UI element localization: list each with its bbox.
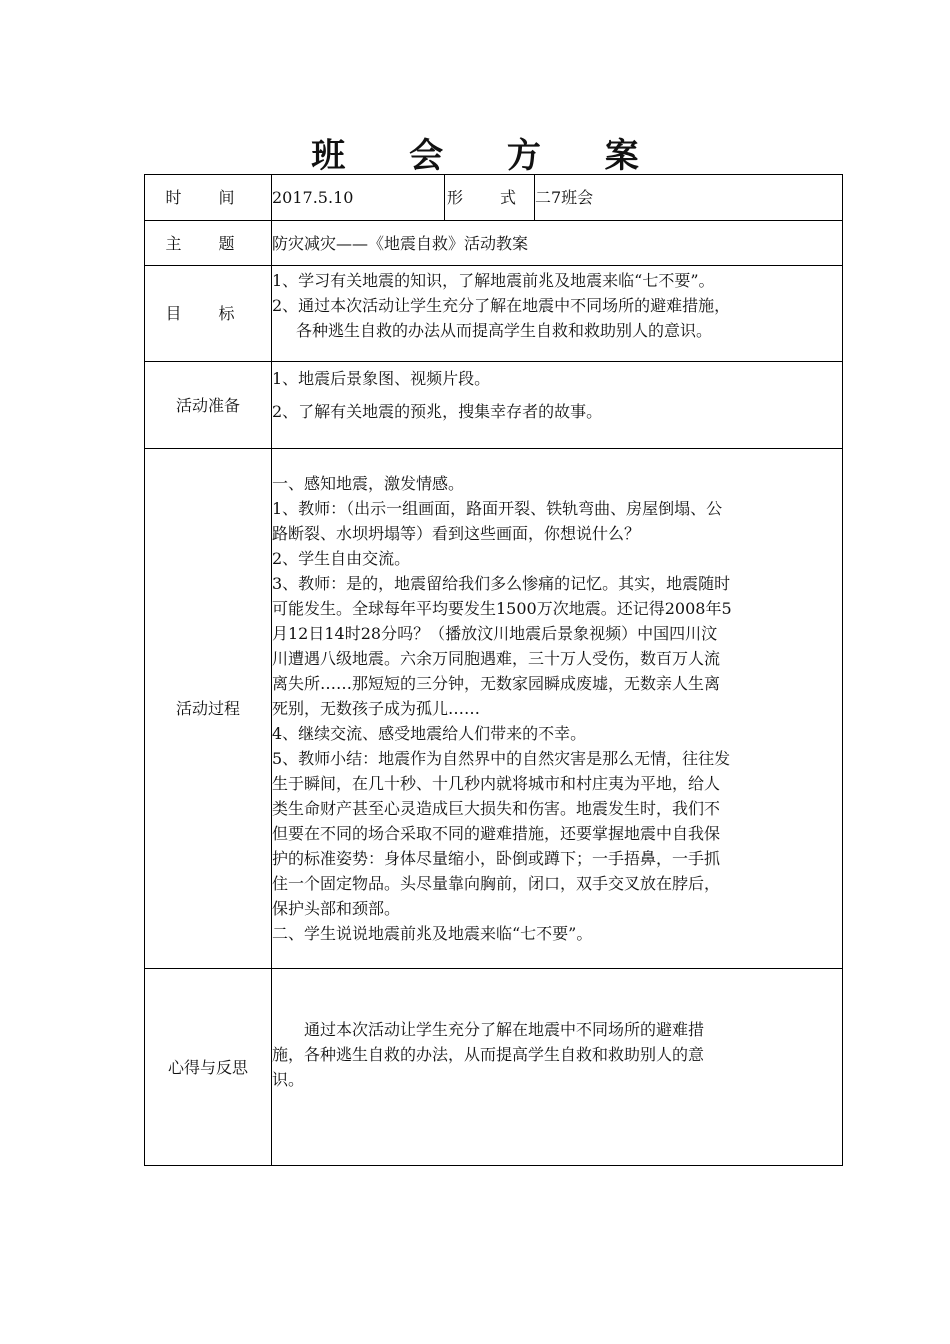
goal-line: 2、通过本次活动让学生充分了解在地震中不同场所的避难措施， [272, 296, 731, 315]
process-line: 离失所……那短短的三分钟，无数家园瞬成废墟，无数亲人生离 [272, 674, 721, 693]
form-value: 二7班会 [535, 175, 843, 221]
reflection-label: 心得与反思 [145, 969, 272, 1166]
goal-line: 1、学习有关地震的知识，了解地震前兆及地震来临“七不要”。 [272, 271, 715, 290]
form-label: 形 式 [445, 175, 535, 221]
prep-content [272, 362, 843, 449]
goal-line: 各种逃生自救的办法从而提高学生自救和救助别人的意识。 [296, 321, 713, 340]
process-line: 3、教师：是的，地震留给我们多么惨痛的记忆。其实，地震随时 [272, 574, 731, 593]
process-line: 4、继续交流、感受地震给人们带来的不幸。 [272, 724, 587, 743]
row-reflection [145, 969, 843, 1166]
process-line: 类生命财产甚至心灵造成巨大损失和伤害。地震发生时，我们不 [272, 799, 721, 818]
process-line: 1、教师：（出示一组画面，路面开裂、铁轨弯曲、房屋倒塌、公 [272, 499, 723, 518]
row-subject [145, 221, 843, 266]
process-line: 生于瞬间，在几十秒、十几秒内就将城市和村庄夷为平地，给人 [272, 774, 721, 793]
process-line: 路断裂、水坝坍塌等）看到这些画面，你想说什么？ [272, 524, 641, 543]
process-line: 保护头部和颈部。 [272, 899, 401, 918]
goal-content [272, 266, 843, 362]
process-line: 但要在不同的场合采取不同的避难措施，还要掌握地震中自我保 [272, 824, 721, 843]
reflection-line: 施，各种逃生自救的办法，从而提高学生自救和救助别人的意 [272, 1045, 705, 1064]
prep-label: 活动准备 [145, 362, 272, 449]
process-label: 活动过程 [145, 449, 272, 969]
subject-label: 主 题 [145, 221, 272, 266]
prep-line: 1、地震后景象图、视频片段。 [272, 369, 491, 388]
process-line: 一、感知地震，激发情感。 [272, 474, 465, 493]
prep-line: 2、了解有关地震的预兆，搜集幸存者的故事。 [272, 402, 603, 421]
process-line: 月12日14时28分吗？（播放汶川地震后景象视频）中国四川汶 [272, 624, 718, 643]
row-process [145, 449, 843, 969]
process-line: 二、学生说说地震前兆及地震来临“七不要”。 [272, 924, 593, 943]
process-line: 川遭遇八级地震。六余万同胞遇难，三十万人受伤，数百万人流 [272, 649, 721, 668]
process-line: 2、学生自由交流。 [272, 549, 411, 568]
time-label: 时 间 [145, 175, 272, 221]
process-line: 5、教师小结：地震作为自然界中的自然灾害是那么无情，往往发 [272, 749, 731, 768]
reflection-line: 通过本次活动让学生充分了解在地震中不同场所的避难措 [304, 1020, 705, 1039]
process-line: 护的标准姿势：身体尽量缩小，卧倒或蹲下；一手捂鼻，一手抓 [272, 849, 721, 868]
row-goal [145, 266, 843, 362]
row-time [145, 175, 843, 221]
subject-value: 防灾减灾——《地震自救》活动教案 [272, 221, 843, 266]
process-line: 死别，无数孩子成为孤儿…… [272, 699, 481, 718]
plan-table [144, 174, 843, 1166]
process-content [272, 449, 843, 969]
reflection-content [272, 969, 843, 1166]
page-title: 班 会 方 案 [311, 136, 665, 176]
process-line: 可能发生。全球每年平均要发生1500万次地震。还记得2008年5 [272, 599, 732, 618]
row-prep [145, 362, 843, 449]
reflection-line: 识。 [272, 1070, 305, 1089]
process-line: 住一个固定物品。头尽量靠向胸前，闭口，双手交叉放在脖后， [272, 874, 721, 893]
time-value: 2017.5.10 [272, 175, 445, 221]
goal-label: 目 标 [145, 266, 272, 362]
